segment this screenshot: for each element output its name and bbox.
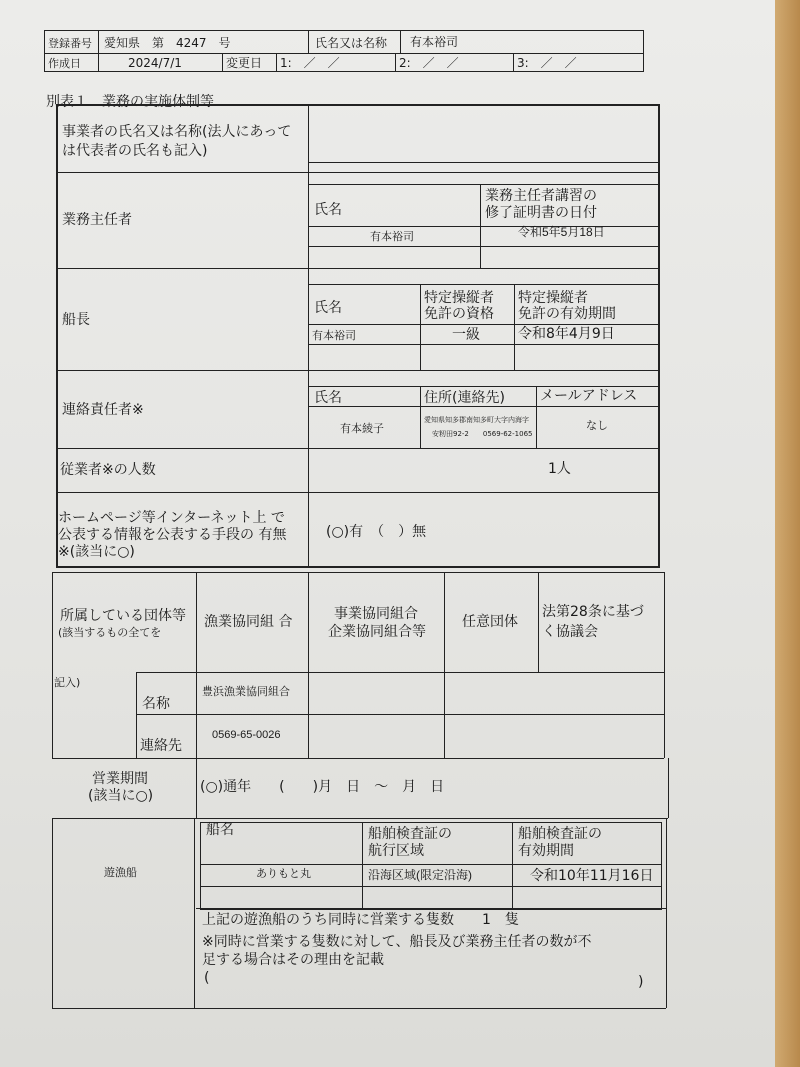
contact-email-label: メールアドレス xyxy=(540,388,638,404)
boat-note-line1: ※同時に営業する隻数に対して、船長及び業務主任者の数が不 xyxy=(202,934,592,950)
contact-address-line2: 安籾田92-2 0569-62-1065 xyxy=(432,430,533,438)
employees-value: 1人 xyxy=(548,461,571,477)
captain-valid-label-line1: 特定操縦者 xyxy=(518,290,588,306)
groups-label-line3: 記入) xyxy=(54,676,81,689)
manager-label: 業務主任者 xyxy=(62,212,132,228)
boat-area-label-line1: 船舶検査証の xyxy=(368,826,452,842)
boat-reason-close-paren: ) xyxy=(638,974,644,990)
boat-valid-value: 令和10年11月16日 xyxy=(530,868,654,884)
created-value: 2024/7/1 xyxy=(128,56,182,70)
group-name-value: 豊浜漁業協同組合 xyxy=(202,686,290,698)
boat-note-line2: 足する場合はその理由を記載 xyxy=(202,952,384,968)
owner-label-line2: は代表者の氏名も記入) xyxy=(62,143,208,159)
captain-valid-label-line2: 免許の有効期間 xyxy=(518,306,616,322)
name-value: 有本裕司 xyxy=(410,35,459,49)
group-voluntary: 任意団体 xyxy=(462,614,518,630)
group-contact-value: 0569-65-0026 xyxy=(212,729,281,741)
employees-label: 従業者※の人数 xyxy=(60,462,156,478)
reg-number-value: 愛知県 第 4247 号 xyxy=(104,36,231,50)
owner-label-line1: 事業者の氏名又は名称(法人にあって xyxy=(62,124,292,140)
internet-label-line1: ホームページ等インターネット上 で xyxy=(58,510,285,526)
contact-address-label: 住所(連絡先) xyxy=(424,390,505,406)
contact-label: 連絡責任者※ xyxy=(62,402,144,418)
captain-valid-value: 令和8年4月9日 xyxy=(518,326,615,342)
captain-name-label: 氏名 xyxy=(314,300,342,316)
manager-name-value: 有本裕司 xyxy=(370,231,414,243)
group-business-coop-line2: 企業協同組合等 xyxy=(328,624,426,640)
internet-value: (○)有 （ ）無 xyxy=(326,524,427,540)
boat-name-label: 船名 xyxy=(206,822,234,838)
contact-name-label: 氏名 xyxy=(314,390,342,406)
created-label: 作成日 xyxy=(48,57,81,70)
boat-name-value: ありもと丸 xyxy=(256,868,311,880)
captain-label: 船長 xyxy=(62,312,90,328)
groups-label-line2: (該当するもの全てを xyxy=(58,626,162,639)
group-name-label: 名称 xyxy=(142,696,170,712)
period-label-line2: (該当に○) xyxy=(88,788,154,804)
change-label: 変更日 xyxy=(226,56,263,70)
group-business-coop-line1: 事業協同組合 xyxy=(334,606,418,622)
contact-name-value: 有本綾子 xyxy=(340,423,384,435)
captain-name-value: 有本裕司 xyxy=(312,330,356,342)
captain-qual-label-line2: 免許の資格 xyxy=(424,306,494,322)
contact-email-value: なし xyxy=(586,420,608,432)
group-contact-label: 連絡先 xyxy=(140,738,182,754)
reg-number-label: 登録番号 xyxy=(48,37,92,50)
groups-label-line1: 所属している団体等 xyxy=(60,608,186,624)
manager-cert-label-line1: 業務主任者講習の xyxy=(485,188,597,204)
boat-area-label-line2: 航行区域 xyxy=(368,843,424,859)
change-date-2: 2: ／ ／ xyxy=(399,56,459,70)
manager-cert-value: 令和5年5月18日 xyxy=(518,225,605,239)
manager-cert-label-line2: 修了証明書の日付 xyxy=(485,205,597,221)
group-fisheries-coop: 漁業協同組 合 xyxy=(204,614,293,630)
boat-concurrent-count: 上記の遊漁船のうち同時に営業する隻数 1 隻 xyxy=(202,912,519,928)
internet-label-line3: ※(該当に○) xyxy=(58,544,135,560)
form-title: 別表１ 業務の実施体制等 xyxy=(46,94,214,110)
captain-qual-value: 一級 xyxy=(452,327,480,343)
boat-valid-label-line1: 船舶検査証の xyxy=(518,826,602,842)
period-value: (○)通年 ( )月 日 〜 月 日 xyxy=(200,779,445,795)
manager-name-label: 氏名 xyxy=(314,202,342,218)
contact-address-line1: 愛知県知多郡南知多町大字内海字 xyxy=(424,416,529,424)
boat-label: 遊漁船 xyxy=(104,866,137,879)
boat-reason-open-paren: ( xyxy=(204,970,210,986)
name-label: 氏名又は名称 xyxy=(315,36,388,50)
group-council-line1: 法第28条に基づ xyxy=(542,604,644,620)
boat-valid-label-line2: 有効期間 xyxy=(518,843,574,859)
internet-label-line2: 公表する情報を公表する手段の 有無 xyxy=(58,527,287,543)
captain-qual-label-line1: 特定操縦者 xyxy=(424,290,494,306)
change-date-3: 3: ／ ／ xyxy=(517,56,577,70)
group-council-line2: く協議会 xyxy=(542,624,598,640)
boat-area-value: 沿海区域(限定沿海) xyxy=(368,868,472,882)
change-date-1: 1: ／ ／ xyxy=(280,56,340,70)
period-label-line1: 営業期間 xyxy=(92,771,148,787)
